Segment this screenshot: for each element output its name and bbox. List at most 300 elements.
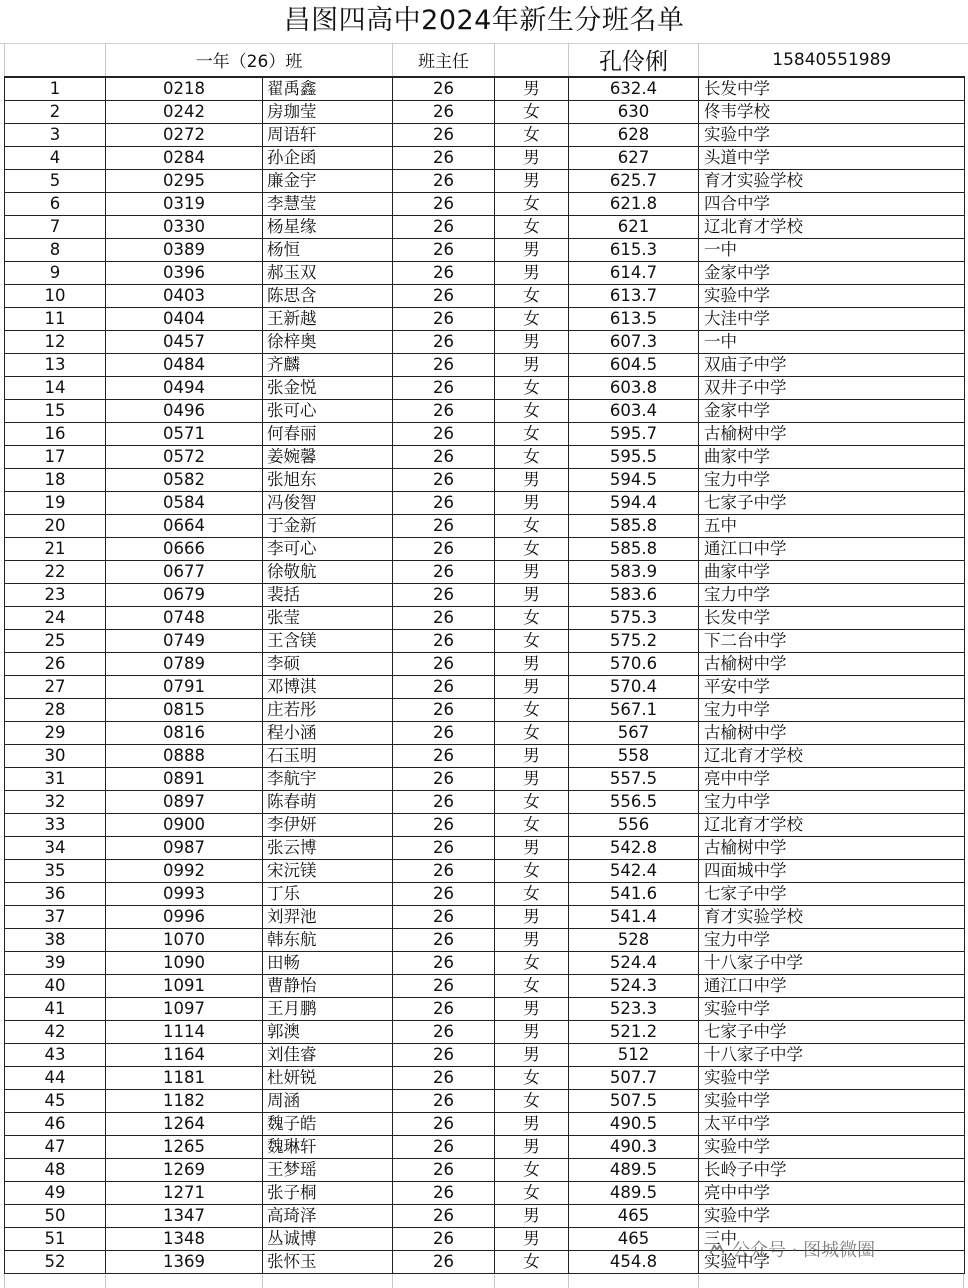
table-row	[5, 1113, 965, 1136]
student-rows	[5, 77, 965, 1274]
student-gender: 男	[495, 1113, 569, 1136]
student-school: 育才实验学校	[699, 906, 965, 929]
student-gender: 女	[495, 975, 569, 998]
student-score: 632.4	[569, 77, 699, 101]
student-score: 621	[569, 216, 699, 239]
student-school: 金家中学	[699, 400, 965, 423]
table-row	[5, 492, 965, 515]
class-number: 26	[393, 722, 495, 745]
row-number: 6	[5, 193, 106, 216]
student-school: 宝力中学	[699, 699, 965, 722]
roster-table	[4, 43, 965, 1274]
student-gender: 女	[495, 101, 569, 124]
student-name: 廉金宇	[263, 170, 393, 193]
student-score: 575.3	[569, 607, 699, 630]
student-name: 翟禹鑫	[263, 77, 393, 101]
class-number: 26	[393, 607, 495, 630]
class-number: 26	[393, 837, 495, 860]
student-id: 0993	[106, 883, 263, 906]
student-gender: 女	[495, 1090, 569, 1113]
student-id: 0396	[106, 262, 263, 285]
row-number: 25	[5, 630, 106, 653]
table-row	[5, 1205, 965, 1228]
class-number: 26	[393, 699, 495, 722]
student-name: 杨星缘	[263, 216, 393, 239]
watermark	[708, 1236, 875, 1262]
student-gender: 女	[495, 216, 569, 239]
student-score: 595.5	[569, 446, 699, 469]
class-number: 26	[393, 561, 495, 584]
student-id: 0815	[106, 699, 263, 722]
student-school: 实验中学	[699, 1067, 965, 1090]
table-row	[5, 538, 965, 561]
row-number: 17	[5, 446, 106, 469]
student-name: 程小涵	[263, 722, 393, 745]
student-gender: 女	[495, 423, 569, 446]
table-row	[5, 561, 965, 584]
table-row	[5, 377, 965, 400]
class-number: 26	[393, 1044, 495, 1067]
row-number: 21	[5, 538, 106, 561]
student-gender: 男	[495, 354, 569, 377]
student-id: 0403	[106, 285, 263, 308]
student-id: 0992	[106, 860, 263, 883]
student-gender: 男	[495, 1228, 569, 1251]
student-school: 亮中中学	[699, 1182, 965, 1205]
row-number: 2	[5, 101, 106, 124]
student-id: 1348	[106, 1228, 263, 1251]
student-score: 567.1	[569, 699, 699, 722]
student-id: 1090	[106, 952, 263, 975]
student-school: 宝力中学	[699, 791, 965, 814]
table-tail	[4, 1274, 964, 1288]
student-score: 490.3	[569, 1136, 699, 1159]
wechat-channel-icon	[708, 1240, 726, 1258]
student-id: 0404	[106, 308, 263, 331]
row-number: 45	[5, 1090, 106, 1113]
class-number: 26	[393, 147, 495, 170]
student-score: 465	[569, 1228, 699, 1251]
class-number: 26	[393, 377, 495, 400]
student-score: 556	[569, 814, 699, 837]
row-number: 20	[5, 515, 106, 538]
class-number: 26	[393, 331, 495, 354]
row-number: 15	[5, 400, 106, 423]
row-number: 31	[5, 768, 106, 791]
class-number: 26	[393, 653, 495, 676]
table-row	[5, 791, 965, 814]
student-school: 实验中学	[699, 124, 965, 147]
student-id: 0242	[106, 101, 263, 124]
student-id: 0749	[106, 630, 263, 653]
table-row	[5, 423, 965, 446]
class-number: 26	[393, 446, 495, 469]
class-label: 一年（26）班	[106, 43, 393, 77]
student-id: 1369	[106, 1251, 263, 1274]
row-number: 33	[5, 814, 106, 837]
student-name: 丁乐	[263, 883, 393, 906]
student-gender: 女	[495, 515, 569, 538]
row-number: 28	[5, 699, 106, 722]
student-school: 辽北育才学校	[699, 814, 965, 837]
student-school: 宝力中学	[699, 584, 965, 607]
student-gender: 女	[495, 1182, 569, 1205]
class-number: 26	[393, 768, 495, 791]
student-gender: 男	[495, 239, 569, 262]
student-id: 0664	[106, 515, 263, 538]
student-school: 实验中学	[699, 1136, 965, 1159]
class-number: 26	[393, 952, 495, 975]
student-gender: 女	[495, 814, 569, 837]
student-id: 0677	[106, 561, 263, 584]
student-name: 庄若彤	[263, 699, 393, 722]
student-gender: 女	[495, 699, 569, 722]
table-row	[5, 722, 965, 745]
class-number: 26	[393, 262, 495, 285]
student-school: 实验中学	[699, 1205, 965, 1228]
student-school: 古榆树中学	[699, 423, 965, 446]
student-id: 1091	[106, 975, 263, 998]
student-score: 627	[569, 147, 699, 170]
student-gender: 男	[495, 837, 569, 860]
class-number: 26	[393, 975, 495, 998]
student-name: 张子桐	[263, 1182, 393, 1205]
student-name: 张金悦	[263, 377, 393, 400]
table-row	[5, 768, 965, 791]
student-score: 604.5	[569, 354, 699, 377]
student-score: 507.7	[569, 1067, 699, 1090]
student-gender: 男	[495, 561, 569, 584]
student-id: 0571	[106, 423, 263, 446]
student-gender: 女	[495, 607, 569, 630]
row-number: 29	[5, 722, 106, 745]
student-name: 周语轩	[263, 124, 393, 147]
student-gender: 女	[495, 446, 569, 469]
class-number: 26	[393, 170, 495, 193]
student-school: 七家子中学	[699, 1021, 965, 1044]
row-number: 50	[5, 1205, 106, 1228]
student-gender: 男	[495, 1021, 569, 1044]
student-id: 1182	[106, 1090, 263, 1113]
student-id: 0891	[106, 768, 263, 791]
student-score: 594.4	[569, 492, 699, 515]
student-school: 五中	[699, 515, 965, 538]
class-number: 26	[393, 1251, 495, 1274]
row-number: 3	[5, 124, 106, 147]
student-school: 佟韦学校	[699, 101, 965, 124]
table-row	[5, 216, 965, 239]
page-title: 昌图四高中2024年新生分班名单	[283, 5, 685, 36]
row-number: 44	[5, 1067, 106, 1090]
student-school: 育才实验学校	[699, 170, 965, 193]
table-row	[5, 745, 965, 768]
student-name: 邓博淇	[263, 676, 393, 699]
student-id: 0494	[106, 377, 263, 400]
table-row	[5, 147, 965, 170]
student-school: 亮中中学	[699, 768, 965, 791]
student-score: 454.8	[569, 1251, 699, 1274]
student-school: 平安中学	[699, 676, 965, 699]
student-school: 古榆树中学	[699, 837, 965, 860]
row-number: 26	[5, 653, 106, 676]
student-name: 张云博	[263, 837, 393, 860]
student-school: 曲家中学	[699, 561, 965, 584]
student-gender: 女	[495, 538, 569, 561]
student-score: 575.2	[569, 630, 699, 653]
student-score: 613.5	[569, 308, 699, 331]
student-score: 613.7	[569, 285, 699, 308]
table-row	[5, 515, 965, 538]
student-gender: 男	[495, 745, 569, 768]
student-score: 585.8	[569, 538, 699, 561]
student-school: 四合中学	[699, 193, 965, 216]
row-number: 42	[5, 1021, 106, 1044]
row-number: 36	[5, 883, 106, 906]
student-id: 0389	[106, 239, 263, 262]
class-number: 26	[393, 630, 495, 653]
student-gender: 男	[495, 331, 569, 354]
student-id: 0900	[106, 814, 263, 837]
student-name: 周涵	[263, 1090, 393, 1113]
student-name: 陈思含	[263, 285, 393, 308]
student-school: 通江口中学	[699, 538, 965, 561]
student-id: 0996	[106, 906, 263, 929]
student-school: 七家子中学	[699, 883, 965, 906]
table-row	[5, 1090, 965, 1113]
student-school: 古榆树中学	[699, 653, 965, 676]
student-score: 507.5	[569, 1090, 699, 1113]
class-number: 26	[393, 1067, 495, 1090]
student-gender: 女	[495, 952, 569, 975]
row-number: 30	[5, 745, 106, 768]
table-row	[5, 308, 965, 331]
table-row	[5, 1021, 965, 1044]
student-name: 刘羿池	[263, 906, 393, 929]
student-id: 0789	[106, 653, 263, 676]
student-school: 辽北育才学校	[699, 216, 965, 239]
table-row	[5, 331, 965, 354]
class-number: 26	[393, 906, 495, 929]
table-row	[5, 1067, 965, 1090]
row-number: 4	[5, 147, 106, 170]
student-score: 524.3	[569, 975, 699, 998]
row-number: 9	[5, 262, 106, 285]
student-name: 高琦泽	[263, 1205, 393, 1228]
student-gender: 男	[495, 492, 569, 515]
row-number: 37	[5, 906, 106, 929]
class-number: 26	[393, 515, 495, 538]
student-gender: 女	[495, 285, 569, 308]
student-name: 王月鹏	[263, 998, 393, 1021]
student-gender: 男	[495, 170, 569, 193]
table-row	[5, 193, 965, 216]
student-gender: 男	[495, 676, 569, 699]
student-gender: 男	[495, 906, 569, 929]
row-number: 7	[5, 216, 106, 239]
student-school: 宝力中学	[699, 469, 965, 492]
student-gender: 女	[495, 722, 569, 745]
student-id: 0748	[106, 607, 263, 630]
row-number: 24	[5, 607, 106, 630]
class-number: 26	[393, 492, 495, 515]
row-number: 47	[5, 1136, 106, 1159]
student-id: 0584	[106, 492, 263, 515]
table-row	[5, 906, 965, 929]
class-number: 26	[393, 469, 495, 492]
student-score: 542.8	[569, 837, 699, 860]
row-number: 40	[5, 975, 106, 998]
student-school: 实验中学	[699, 998, 965, 1021]
student-school: 七家子中学	[699, 492, 965, 515]
row-number: 41	[5, 998, 106, 1021]
student-name: 孙企函	[263, 147, 393, 170]
class-number: 26	[393, 1136, 495, 1159]
row-number: 12	[5, 331, 106, 354]
student-school: 曲家中学	[699, 446, 965, 469]
class-number: 26	[393, 584, 495, 607]
student-gender: 女	[495, 791, 569, 814]
student-school: 四面城中学	[699, 860, 965, 883]
student-score: 465	[569, 1205, 699, 1228]
student-name: 魏子皓	[263, 1113, 393, 1136]
row-number: 16	[5, 423, 106, 446]
student-gender: 男	[495, 1044, 569, 1067]
student-name: 李航宇	[263, 768, 393, 791]
table-row	[5, 975, 965, 998]
row-number: 13	[5, 354, 106, 377]
student-name: 王含镁	[263, 630, 393, 653]
student-id: 0816	[106, 722, 263, 745]
student-school: 头道中学	[699, 147, 965, 170]
student-school: 大洼中学	[699, 308, 965, 331]
student-score: 625.7	[569, 170, 699, 193]
table-row	[5, 400, 965, 423]
table-row	[5, 584, 965, 607]
row-number: 39	[5, 952, 106, 975]
student-id: 1264	[106, 1113, 263, 1136]
table-row	[5, 676, 965, 699]
student-score: 542.4	[569, 860, 699, 883]
student-score: 524.4	[569, 952, 699, 975]
student-score: 570.6	[569, 653, 699, 676]
student-id: 1164	[106, 1044, 263, 1067]
row-number: 18	[5, 469, 106, 492]
student-name: 李慧莹	[263, 193, 393, 216]
student-id: 1114	[106, 1021, 263, 1044]
student-name: 徐敬航	[263, 561, 393, 584]
student-name: 王新越	[263, 308, 393, 331]
student-school: 双庙子中学	[699, 354, 965, 377]
student-name: 石玉明	[263, 745, 393, 768]
class-number: 26	[393, 1228, 495, 1251]
row-number: 51	[5, 1228, 106, 1251]
class-number: 26	[393, 538, 495, 561]
student-gender: 男	[495, 929, 569, 952]
class-number: 26	[393, 1090, 495, 1113]
class-number: 26	[393, 1021, 495, 1044]
student-school: 古榆树中学	[699, 722, 965, 745]
class-number: 26	[393, 239, 495, 262]
student-id: 0457	[106, 331, 263, 354]
student-name: 房珈莹	[263, 101, 393, 124]
student-school: 双井子中学	[699, 377, 965, 400]
student-score: 614.7	[569, 262, 699, 285]
class-number: 26	[393, 216, 495, 239]
class-number: 26	[393, 745, 495, 768]
student-name: 宋沅镁	[263, 860, 393, 883]
class-number: 26	[393, 998, 495, 1021]
student-school: 宝力中学	[699, 929, 965, 952]
teacher-name: 孔伶俐	[569, 43, 699, 77]
header-blank-2	[495, 43, 569, 77]
student-gender: 女	[495, 377, 569, 400]
row-number: 43	[5, 1044, 106, 1067]
student-score: 556.5	[569, 791, 699, 814]
student-name: 田畅	[263, 952, 393, 975]
student-score: 512	[569, 1044, 699, 1067]
student-school: 辽北育才学校	[699, 745, 965, 768]
student-gender: 女	[495, 193, 569, 216]
student-id: 0987	[106, 837, 263, 860]
student-gender: 女	[495, 630, 569, 653]
row-number: 38	[5, 929, 106, 952]
row-number: 10	[5, 285, 106, 308]
student-school: 三中	[699, 1228, 965, 1251]
student-score: 528	[569, 929, 699, 952]
student-school: 一中	[699, 331, 965, 354]
class-number: 26	[393, 400, 495, 423]
row-number: 5	[5, 170, 106, 193]
student-school: 实验中学	[699, 1090, 965, 1113]
student-id: 0218	[106, 77, 263, 101]
student-name: 李硕	[263, 653, 393, 676]
student-score: 594.5	[569, 469, 699, 492]
class-number: 26	[393, 77, 495, 101]
student-gender: 女	[495, 124, 569, 147]
student-gender: 女	[495, 400, 569, 423]
row-number: 1	[5, 77, 106, 101]
header-blank	[5, 43, 106, 77]
teacher-label: 班主任	[393, 43, 495, 77]
student-gender: 男	[495, 584, 569, 607]
row-number: 35	[5, 860, 106, 883]
class-number: 26	[393, 1205, 495, 1228]
row-number: 14	[5, 377, 106, 400]
class-number: 26	[393, 354, 495, 377]
student-gender: 男	[495, 77, 569, 101]
table-row	[5, 239, 965, 262]
student-id: 0272	[106, 124, 263, 147]
student-name: 李伊妍	[263, 814, 393, 837]
student-score: 621.8	[569, 193, 699, 216]
class-number: 26	[393, 1159, 495, 1182]
table-row	[5, 1044, 965, 1067]
class-number: 26	[393, 308, 495, 331]
student-school: 通江口中学	[699, 975, 965, 998]
table-row	[5, 883, 965, 906]
student-score: 603.8	[569, 377, 699, 400]
table-row	[5, 77, 965, 101]
student-name: 杨恒	[263, 239, 393, 262]
table-row	[5, 699, 965, 722]
student-id: 1347	[106, 1205, 263, 1228]
row-number: 46	[5, 1113, 106, 1136]
student-id: 0496	[106, 400, 263, 423]
student-name: 冯俊智	[263, 492, 393, 515]
student-name: 陈春萌	[263, 791, 393, 814]
student-name: 杜妍锐	[263, 1067, 393, 1090]
row-number: 23	[5, 584, 106, 607]
